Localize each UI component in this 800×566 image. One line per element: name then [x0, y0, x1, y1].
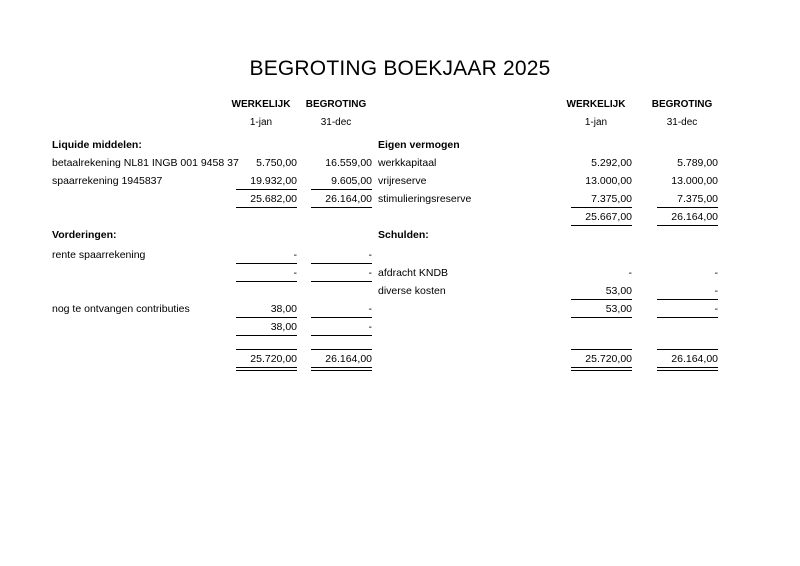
value-rente-spaarrekening-budget: - — [368, 249, 372, 261]
table-row — [0, 300, 800, 318]
grand-total-rule-double — [311, 367, 372, 371]
label-nog-te-ontvangen-contributies: nog te ontvangen contributies — [52, 303, 190, 315]
label-spaarrekening: spaarrekening 1945837 — [52, 175, 163, 187]
grand-total-assets-budget: 26.164,00 — [325, 353, 372, 365]
grand-total-rule-top — [657, 349, 718, 350]
value-werkkapitaal-budget: 5.789,00 — [677, 157, 718, 169]
grand-total-rule-double — [571, 367, 632, 371]
subtotal-eigen-vermogen-actual: 25.667,00 — [585, 211, 632, 223]
value-diverse-kosten-budget: - — [714, 285, 718, 297]
table-row — [0, 208, 800, 226]
header-row-titles — [0, 96, 800, 114]
value-diverse-kosten-actual: 53,00 — [605, 285, 632, 297]
grand-total-rule-top — [311, 349, 372, 350]
grand-total-assets-actual: 25.720,00 — [250, 353, 297, 365]
label-rente-spaarrekening: rente spaarrekening — [52, 249, 146, 261]
heading-vorderingen: Vorderingen: — [52, 229, 117, 241]
value-contributies-budget: - — [368, 303, 372, 315]
subtotal-liquide-budget: 26.164,00 — [325, 193, 372, 205]
label-diverse-kosten: diverse kosten — [378, 285, 446, 297]
header-right-budget-date: 31-dec — [666, 117, 698, 128]
label-stimulieringsreserve: stimulieringsreserve — [378, 193, 472, 205]
subtotal-vorderingen-2-actual: 38,00 — [270, 321, 297, 333]
value-contributies-actual: 38,00 — [270, 303, 297, 315]
table-row — [0, 190, 800, 208]
value-vrijreserve-actual: 13.000,00 — [585, 175, 632, 187]
table-row — [0, 172, 800, 190]
label-betaalrekening: betaalrekening NL81 INGB 001 9458 37 — [52, 157, 239, 169]
value-stimulieringsreserve-actual: 7.375,00 — [591, 193, 632, 205]
row-section-headings-2 — [0, 226, 800, 246]
value-vrijreserve-budget: 13.000,00 — [671, 175, 718, 187]
table-row — [0, 264, 800, 282]
row-section-headings-1 — [0, 136, 800, 154]
grand-total-rule-double — [236, 367, 297, 371]
heading-eigen-vermogen: Eigen vermogen — [378, 139, 460, 151]
header-right-budget: BEGROTING — [651, 99, 713, 110]
header-left-budget: BEGROTING — [305, 99, 367, 110]
label-werkkapitaal: werkkapitaal — [378, 157, 437, 169]
header-left-actual: WERKELIJK — [231, 99, 291, 110]
subtotal-liquide-actual: 25.682,00 — [250, 193, 297, 205]
grand-total-rule-double — [657, 367, 718, 371]
grand-total-liabilities-budget: 26.164,00 — [671, 353, 718, 365]
value-spaarrekening-budget: 9.605,00 — [331, 175, 372, 187]
balance-sheet — [0, 96, 800, 368]
value-betaalrekening-budget: 16.559,00 — [325, 157, 372, 169]
value-afdracht-kndb-actual: - — [628, 267, 632, 279]
grand-total-rule-top — [236, 349, 297, 350]
header-left-budget-date: 31-dec — [320, 117, 352, 128]
heading-liquide-middelen: Liquide middelen: — [52, 139, 142, 151]
label-vrijreserve: vrijreserve — [378, 175, 427, 187]
subtotal-eigen-vermogen-budget: 26.164,00 — [671, 211, 718, 223]
header-left-actual-date: 1-jan — [249, 117, 273, 128]
grand-total-row — [0, 350, 800, 368]
subtotal-schulden-budget: - — [714, 303, 718, 315]
subtotal-schulden-actual: 53,00 — [605, 303, 632, 315]
table-row — [0, 318, 800, 336]
subtotal-vorderingen-1-budget: - — [368, 267, 372, 279]
heading-schulden: Schulden: — [378, 229, 429, 241]
value-werkkapitaal-actual: 5.292,00 — [591, 157, 632, 169]
grand-total-liabilities-actual: 25.720,00 — [585, 353, 632, 365]
value-spaarrekening-actual: 19.932,00 — [250, 175, 297, 187]
page-title: BEGROTING BOEKJAAR 2025 — [249, 57, 551, 80]
grand-total-rule-top — [571, 349, 632, 350]
subtotal-vorderingen-1-actual: - — [293, 267, 297, 279]
header-row-dates — [0, 114, 800, 136]
spacer-row — [0, 336, 800, 350]
header-right-actual-date: 1-jan — [584, 117, 608, 128]
value-afdracht-kndb-budget: - — [714, 267, 718, 279]
header-right-actual: WERKELIJK — [566, 99, 626, 110]
value-rente-spaarrekening-actual: - — [293, 249, 297, 261]
value-stimulieringsreserve-budget: 7.375,00 — [677, 193, 718, 205]
table-row — [0, 246, 800, 264]
value-betaalrekening-actual: 5.750,00 — [256, 157, 297, 169]
table-row — [0, 282, 800, 300]
label-afdracht-kndb: afdracht KNDB — [378, 267, 449, 279]
table-row — [0, 154, 800, 172]
subtotal-vorderingen-2-budget: - — [368, 321, 372, 333]
